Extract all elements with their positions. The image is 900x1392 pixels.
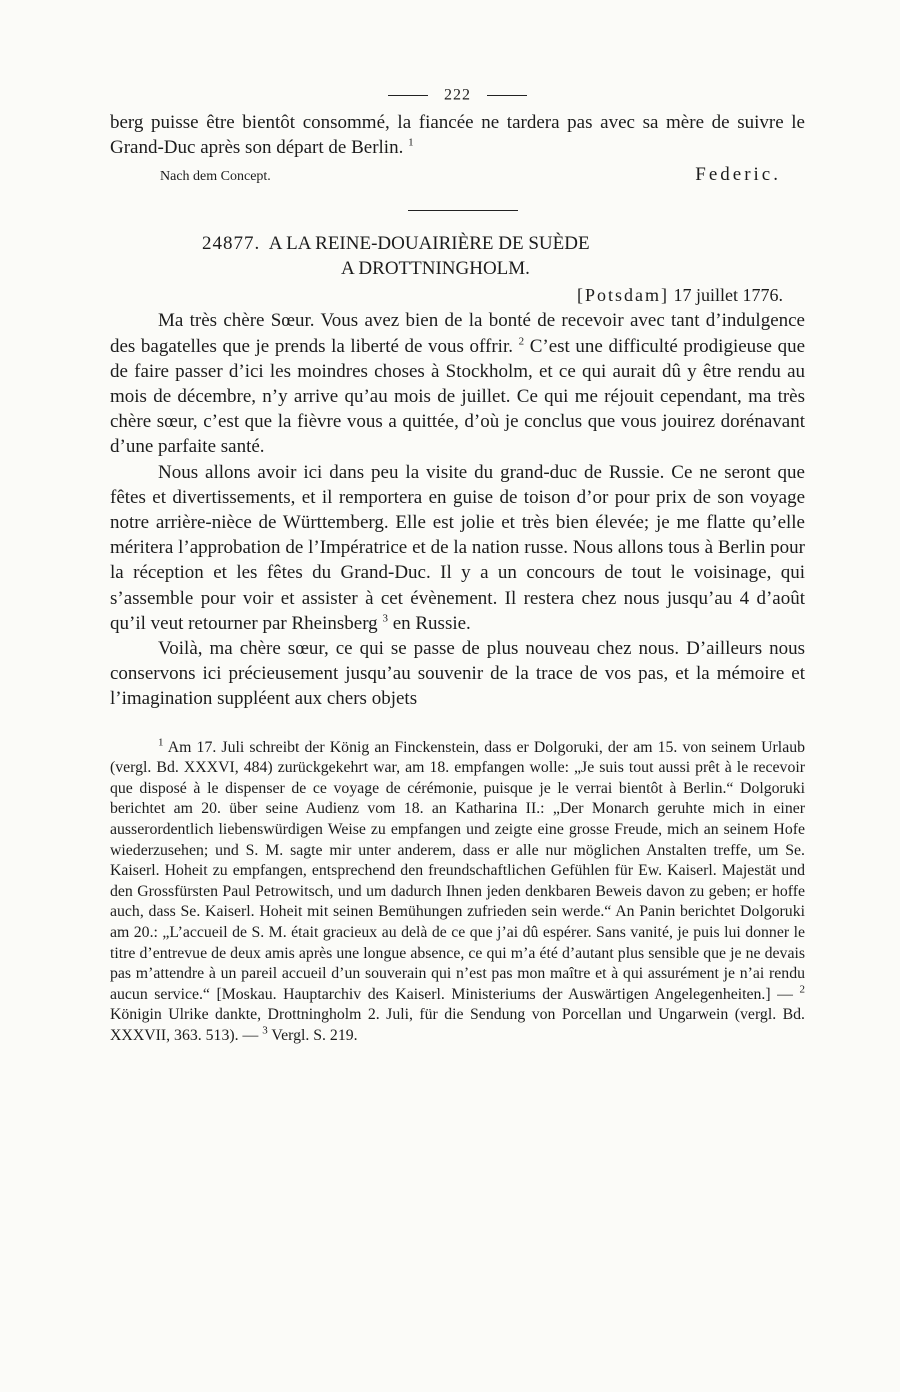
footnote-ref-2: 2 bbox=[518, 335, 525, 348]
header-rule-left bbox=[388, 95, 428, 96]
footnote-marker-2: 2 bbox=[799, 983, 806, 996]
dateline bbox=[110, 283, 783, 308]
letter-heading-line1 bbox=[202, 231, 805, 256]
paragraph-2-text-b: en Russie. bbox=[392, 612, 471, 634]
source-note: Nach dem Concept. bbox=[160, 169, 271, 185]
footnote-marker-1: 1 bbox=[158, 736, 164, 749]
paragraph-1 bbox=[110, 308, 805, 459]
paragraph-1-text-a: Ma très chère Sœur. Vous avez bien de la bonté de recevoir avec tant d’indulgence des bagatelles que je prends la liberté de vous offrir. bbox=[110, 310, 805, 357]
letter-heading bbox=[202, 231, 805, 281]
footnote-2-text: Königin Ulrike dankte, Drottningholm 2. Juli, für die Sendung von Porcellan und Ungarwein (vergl. Bd. XXXVII, 363. 513). — bbox=[110, 1006, 805, 1044]
paragraph-2-text-a: Nous allons avoir ici dans peu la visite du grand-duc de Russie. Ce ne seront que fêtes et divertissements, et il remportera en guise de toison d’or pour prix de son voyage notre arrière-nièce de Württemberg. Elle est jolie et très bien élevée; je me flatte qu’elle méritera l’approbation de l’Impératrice et de la nation russe. Nous allons tous à Berlin pour la réception et les fêtes du Grand-Duc. Il y a un concours de tout le voisinage, qui s’assemble pour voir et assister à cet évènement. Il restera chez nous jusqu’au 4 d’août qu’il veut retourner par Rheinsberg bbox=[110, 461, 805, 634]
footnote-ref-3: 3 bbox=[382, 612, 388, 625]
page-header bbox=[110, 86, 805, 110]
section-divider bbox=[408, 210, 518, 211]
paragraph-2 bbox=[110, 460, 805, 636]
footnotes bbox=[110, 738, 805, 1047]
letter-title-line1: A LA REINE-DOUAIRIÈRE DE SUÈDE bbox=[268, 233, 590, 255]
continuation-text bbox=[110, 110, 805, 160]
header-rule-right bbox=[487, 95, 527, 96]
footnote-marker-3: 3 bbox=[262, 1024, 268, 1037]
signature: Federic. bbox=[695, 164, 781, 186]
source-signature-row bbox=[110, 164, 805, 186]
paragraph-1-text-b: C’est une difficulté prodigieuse que de faire passer d’ici les moindres choses à Stockholm, et ce qui aurait dû y être rendu au mois de décembre, n’y arrive qu’au mois de juillet. Ce qui me réjouit cependant, ma très chère sœur, c’est que la fièvre vous a quittée, d’où je conclus que vous jouirez dorénavant d’une parfaite santé. bbox=[110, 335, 806, 458]
page-number: 222 bbox=[444, 86, 471, 104]
footnote-ref-1: 1 bbox=[408, 136, 414, 149]
paragraph-3: Voilà, ma chère sœur, ce qui se passe de plus nouveau chez nous. D’ailleurs nous conservons ici précieusement jusqu’au souvenir de la trace de vos pas, et la mémoire et l’imagination suppléent aux chers objets bbox=[110, 638, 805, 710]
letter-title-line2: A DROTTNINGHOLM. bbox=[341, 258, 530, 280]
page bbox=[110, 86, 805, 1047]
letter-date: 17 juillet 1776. bbox=[673, 285, 783, 306]
footnote-3-text: Vergl. S. 219. bbox=[271, 1026, 358, 1044]
footnote-block bbox=[110, 738, 805, 1047]
footnote-1-text: Am 17. Juli schreibt der König an Finckenstein, dass er Dolgoruki, der am 15. von seinem Urlaub (vergl. Bd. XXXVI, 484) zurückgekehrt war, am 18. empfangen wolle: „Je suis tout aussi prêt à le recevoir que disposé à le dispenser de ce voyage de cérémonie, puisque je le verrai bientôt à Berlin.“ Dolgoruki berichtet am 20. über seine Audienz vom 18. an Katharina II.: „Der Monarch geruhte mich in einer ausserordentlich liebenswürdigen Weise zu empfangen und zeigte eine grosse Freude, mich an seinem Hofe wiederzusehen; und S. M. sagte mir unter anderem, dass er alle nur möglichen Anstalten treffe, um Se. Kaiserl. Hoheit zu empfangen, entsprechend den freundschaftlichen Gefühlen für Ew. Kaiserl. Majestät und den Grossfürsten Paul Petrowitsch, und um dadurch Ihnen jeden denkbaren Beweis davon zu geben; er hoffe auch, dass Se. Kaiserl. Hoheit mit seinen Bemühungen zufrieden sein werde.“ An Panin berichtet Dolgoruki am 20.: „L’accueil de S. M. était gracieux au delà de ce que j’ai dû espérer. Sans vanité, je puis lui donner le titre d’entrevue de deux amis après une longue absence, ce qui m’a été d’autant plus sensible que je ne devais pas m’attendre à un pareil accueil d’un souverain qui n’est pas mon maître et à qui assurément je n’ai rendu aucun service.“ [Moskau. Hauptarchiv des Kaiserl. Ministeriums der Auswärtigen Angelegenheiten.] — bbox=[110, 738, 806, 1003]
letter-place: [Potsdam] bbox=[577, 285, 669, 306]
continuation-block bbox=[110, 110, 805, 160]
letter-number: 24877. bbox=[202, 233, 261, 255]
continuation-sentence: berg puisse être bientôt consommé, la fiancée ne tardera pas avec sa mère de suivre le Grand-Duc après son départ de Berlin. bbox=[110, 112, 805, 159]
letter-body bbox=[110, 308, 805, 711]
